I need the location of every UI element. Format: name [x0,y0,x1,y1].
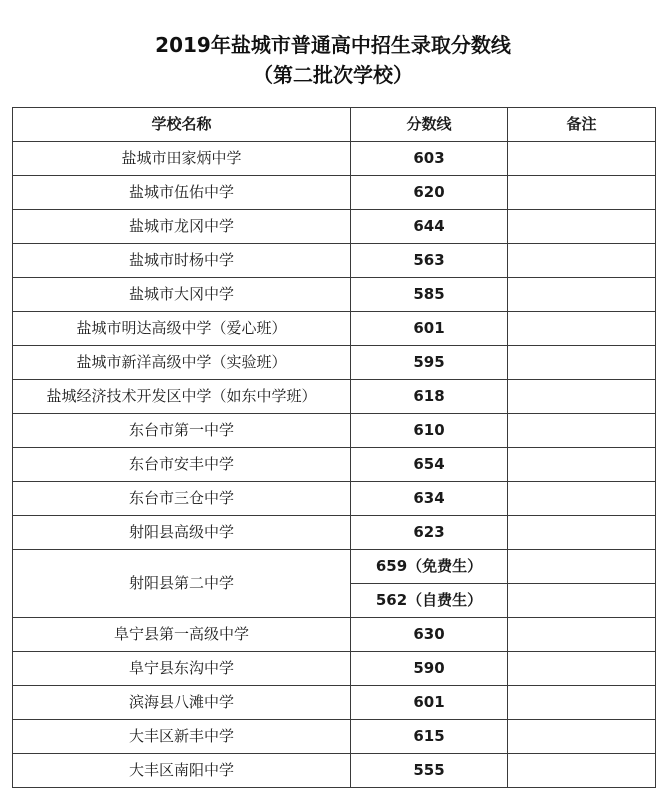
table-header-row [13,108,656,142]
note-cell [508,584,656,618]
school-name-cell: 大丰区新丰中学 [13,720,351,754]
table-row [13,278,656,312]
score-cell: 563 [351,244,508,278]
score-cell: 610 [351,414,508,448]
note-cell [508,686,656,720]
table-row [13,754,656,788]
school-name-cell: 盐城市明达高级中学（爱心班） [13,312,351,346]
score-cell: 630 [351,618,508,652]
school-name-cell: 盐城市时杨中学 [13,244,351,278]
table-row [13,346,656,380]
school-name-cell: 滨海县八滩中学 [13,686,351,720]
school-name-cell: 射阳县高级中学 [13,516,351,550]
note-cell [508,346,656,380]
note-cell [508,652,656,686]
note-cell [508,312,656,346]
note-cell [508,482,656,516]
note-cell [508,210,656,244]
score-cell: 555 [351,754,508,788]
page-subtitle: （第二批次学校） [253,63,413,87]
school-name-cell: 阜宁县东沟中学 [13,652,351,686]
score-cell: 601 [351,686,508,720]
column-header-score: 分数线 [351,108,508,142]
score-cell: 590 [351,652,508,686]
table-row [13,210,656,244]
table-row [13,550,656,584]
page-title: 2019年盐城市普通高中招生录取分数线 [155,33,511,57]
note-cell [508,754,656,788]
table-row [13,244,656,278]
note-cell [508,448,656,482]
note-cell [508,414,656,448]
school-name-cell: 阜宁县第一高级中学 [13,618,351,652]
note-cell [508,176,656,210]
note-cell [508,278,656,312]
table-row [13,482,656,516]
score-cell: 603 [351,142,508,176]
school-name-cell: 盐城市伍佑中学 [13,176,351,210]
column-header-school: 学校名称 [13,108,351,142]
score-cell: 654 [351,448,508,482]
table-row [13,142,656,176]
score-cell: 644 [351,210,508,244]
school-name-cell: 大丰区南阳中学 [13,754,351,788]
note-cell [508,244,656,278]
note-cell [508,618,656,652]
score-cell: 623 [351,516,508,550]
table-row [13,618,656,652]
school-name-cell: 东台市三仓中学 [13,482,351,516]
school-name-cell: 盐城市新洋高级中学（实验班） [13,346,351,380]
score-cell: 601 [351,312,508,346]
table-row [13,720,656,754]
table-row [13,448,656,482]
school-name-cell: 盐城市大冈中学 [13,278,351,312]
column-header-note: 备注 [508,108,656,142]
school-name-cell: 射阳县第二中学 [13,550,351,618]
score-cell-self-paid: 562（自费生） [351,584,508,618]
score-table [12,107,656,788]
table-row [13,414,656,448]
table-row [13,312,656,346]
school-name-cell: 盐城市田家炳中学 [13,142,351,176]
table-row [13,176,656,210]
table-row [13,380,656,414]
score-cell: 585 [351,278,508,312]
note-cell [508,720,656,754]
school-name-cell: 东台市第一中学 [13,414,351,448]
score-cell: 634 [351,482,508,516]
score-cell: 618 [351,380,508,414]
school-name-cell: 东台市安丰中学 [13,448,351,482]
school-name-cell: 盐城经济技术开发区中学（如东中学班） [13,380,351,414]
note-cell [508,516,656,550]
school-name-cell: 盐城市龙冈中学 [13,210,351,244]
note-cell [508,142,656,176]
table-row [13,516,656,550]
table-row [13,652,656,686]
note-cell [508,550,656,584]
score-cell-free: 659（免费生） [351,550,508,584]
table-row [13,686,656,720]
note-cell [508,380,656,414]
score-cell: 620 [351,176,508,210]
score-cell: 615 [351,720,508,754]
score-cell: 595 [351,346,508,380]
